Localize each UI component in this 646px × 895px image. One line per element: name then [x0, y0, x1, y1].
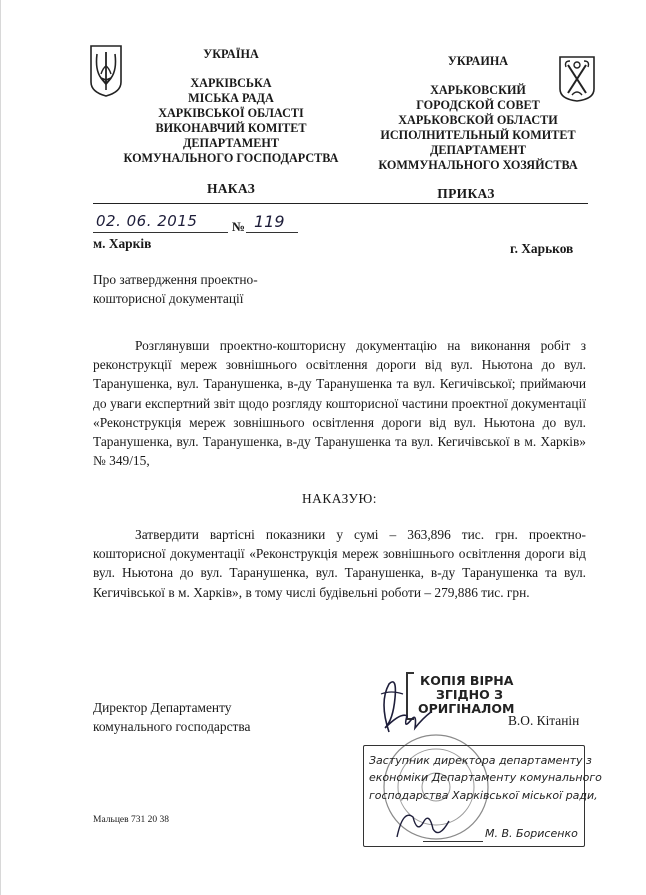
deputy-signature-icon [393, 803, 463, 843]
body-paragraph-2: Затвердити вартісні показники у сумі – 363,896 тис. грн. проектно-кошторисної документації «Реконструкція мереж зовнішнього освітлення дороги від вул. Ньютона до вул. Таранушенка, вул. Таранушенка, в-ду Таранушенка та вул. Кегичівської в м. Харків», в тому числі будівельні роботи – 279,886 тис. грн. [93, 527, 586, 600]
copy-stamp-line2: ЗГІДНО З [436, 687, 503, 702]
signature-position [93, 698, 250, 736]
header-right-line6: КОММУНАЛЬНОГО ХОЗЯЙСТВА [378, 158, 578, 172]
signatory-name: В.О. Кітанін [508, 713, 580, 728]
signature-position-line2: комунального господарства [93, 719, 251, 734]
order-word: НАКАЗУЮ: [302, 491, 377, 506]
header-right-line1: ХАРЬКОВСКИЙ [430, 83, 526, 97]
deputy-stamp [363, 745, 602, 847]
deputy-stamp-line2: економіки Департаменту комунального [369, 771, 602, 784]
copy-stamp-line1: КОПІЯ ВІРНА [420, 673, 514, 688]
title-divider [93, 203, 588, 204]
deputy-stamp-line1: Заступник директора департаменту з [369, 754, 592, 767]
order-number: 119 [254, 212, 285, 231]
header-right-country: УКРАИНА [447, 54, 509, 68]
header-left-line2: МІСЬКА РАДА [188, 91, 274, 105]
body-paragraph-1: Розглянувши проектно-кошторисну документацію на виконання робіт з реконструкції мереж зовнішнього освітлення дороги від вул. Ньютона до вул. Таранушенка, вул. Таранушенка, в-ду Таранушенка та вул. Кегичівської; приймаючи до уваги експертний звіт щодо розгляду кошторисної частини проектної документації «Реконструкція мереж зовнішнього освітлення дороги від вул. Ньютона до вул. Таранушенка, вул. Таранушенка, в-ду Таранушенка та вул. Кегичівської в м. Харків» № 349/15, [93, 338, 586, 469]
header-right-line4: ИСПОЛНИТЕЛЬНЫЙ КОМИТЕТ [380, 128, 576, 142]
doc-type-ua: НАКАЗ [206, 181, 256, 196]
header-left-country: УКРАЇНА [203, 47, 259, 61]
header-left-line6: КОМУНАЛЬНОГО ГОСПОДАРСТВА [123, 151, 339, 165]
order-date: 02. 06. 2015 [96, 212, 198, 230]
city-ru: г. Харьков [510, 241, 574, 256]
header-left-line3: ХАРКІВСЬКОЇ ОБЛАСТІ [158, 106, 304, 120]
number-underline [246, 232, 298, 233]
subject [93, 270, 258, 308]
header-right-line5: ДЕПАРТАМЕНТ [430, 143, 526, 157]
copy-stamp-line3: ОРИГІНАЛОМ [418, 701, 515, 716]
date-underline [93, 232, 228, 233]
number-label: № [232, 219, 246, 234]
executor-line: Мальцев 731 20 38 [93, 815, 169, 825]
deputy-stamp-line3: господарства Харківської міської ради, [369, 789, 598, 802]
header-right-line2: ГОРОДСКОЙ СОВЕТ [416, 98, 540, 112]
subject-line1: Про затвердження проектно- [93, 272, 258, 287]
doc-type-ru: ПРИКАЗ [437, 186, 495, 201]
header-left-line5: ДЕПАРТАМЕНТ [183, 136, 279, 150]
city-ua: м. Харків [93, 236, 152, 251]
header-right [363, 54, 593, 173]
header-left [111, 47, 351, 166]
subject-line2: кошторисної документації [93, 291, 244, 306]
header-left-line4: ВИКОНАВЧИЙ КОМІТЕТ [155, 121, 307, 135]
signature-position-line1: Директор Департаменту [93, 700, 232, 715]
deputy-stamp-name: М. В. Борисенко [485, 827, 578, 840]
header-right-line3: ХАРЬКОВСКОЙ ОБЛАСТИ [398, 113, 558, 127]
header-left-line1: ХАРКІВСЬКА [190, 76, 272, 90]
